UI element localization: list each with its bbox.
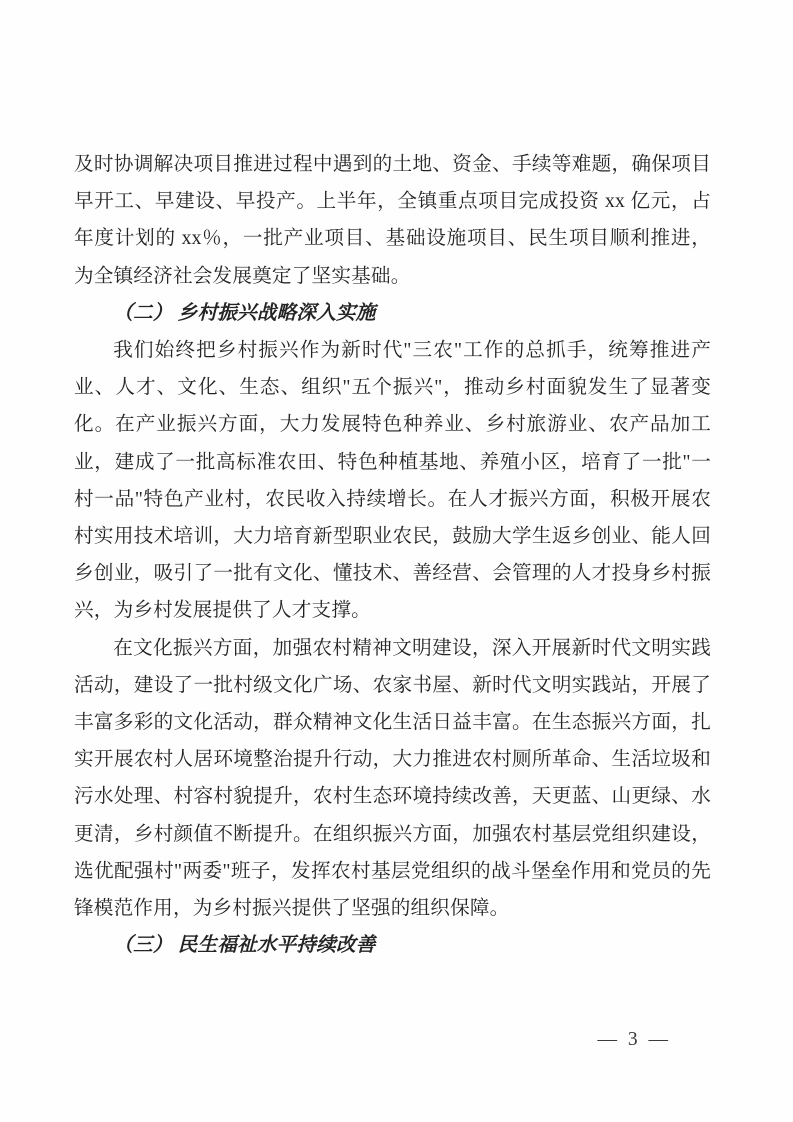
paragraph-projects-continued: 及时协调解决项目推进过程中遇到的土地、资金、手续等难题，确保项目早开工、早建设、早投产。上半年，全镇重点项目完成投资 xx 亿元，占年度计划的 xx％，一批产业项目、基础设施项目、民生项目顺利推进，为全镇经济社会发展奠定了坚实基础。 xyxy=(74,154,711,287)
paragraph-rural-revitalization-industry-talent: 我们始终把乡村振兴作为新时代"三农"工作的总抓手，统筹推进产业、人才、文化、生态、组织"五个振兴"，推动乡村面貌发生了显著变化。在产业振兴方面，大力发展特色种养业、乡村旅游业、农产品加工业，建成了一批高标准农田、特色种植基地、养殖小区，培育了一批"一村一品"特色产业村，农民收入持续增长。在人才振兴方面，积极开展农村实用技术培训，大力培育新型职业农民，鼓励大学生返乡创业、能人回乡创业，吸引了一批有文化、懂技术、善经营、会管理的人才投身乡村振兴，为乡村发展提供了人才支撑。 xyxy=(74,340,711,622)
document-body xyxy=(74,146,711,964)
section-heading-rural-revitalization: （二） 乡村振兴战略深入实施 xyxy=(113,302,376,324)
paragraph-rural-revitalization-culture-ecology-org: 在文化振兴方面，加强农村精神文明建设，深入开展新时代文明实践活动，建设了一批村级文化广场、农家书屋、新时代文明实践站，开展了丰富多彩的文化活动，群众精神文化生活日益丰富。在生态振兴方面，扎实开展农村人居环境整治提升行动，大力推进农村厕所革命、生活垃圾和污水处理、村容村貌提升，农村生态环境持续改善，天更蓝、山更绿、水更清，乡村颜值不断提升。在组织振兴方面，加强农村基层党组织建设，选优配强村"两委"班子，发挥农村基层党组织的战斗堡垒作用和党员的先锋模范作用，为乡村振兴提供了坚强的组织保障。 xyxy=(74,637,711,920)
page-number: — 3 — xyxy=(597,1029,671,1050)
section-heading-livelihood-welfare: （三） 民生福祉水平持续改善 xyxy=(113,935,376,957)
